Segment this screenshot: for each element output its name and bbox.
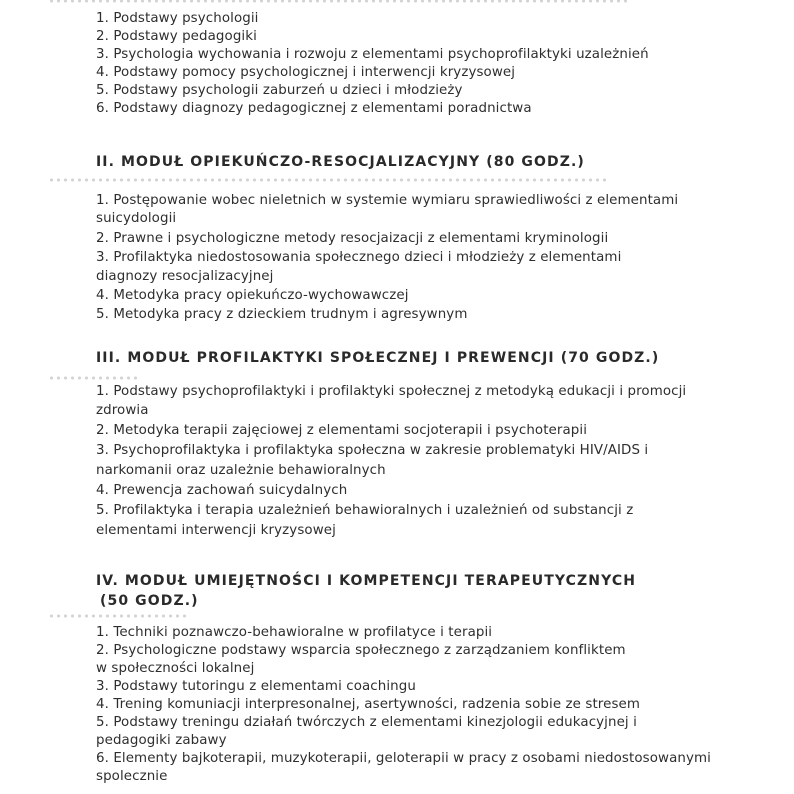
module4-dotted-separator [48,614,188,618]
module4-heading-line2: (50 GODZ.) [100,593,199,609]
module1-item-2: 2. Podstawy pedagogiki [96,29,257,44]
module2-line-5: diagnozy resocjalizacyjnej [96,269,274,284]
module3-line-7: 5. Profilaktyka i terapia uzależnień behawioralnych i uzależnień od substancji z [96,503,634,518]
module3-line-6: 4. Prewencja zachowań suicydalnych [96,483,348,498]
module1-item-4: 4. Podstawy pomocy psychologicznej i interwencji kryzysowej [96,65,516,80]
module4-line-8: 6. Elementy bajkoterapii, muzykoterapii, geloterapii w pracy z osobami niedostosowanymi [96,751,711,766]
top-dotted-separator [48,0,628,3]
module4-line-6: 5. Podstawy treningu działań twórczych z elementami kinezjologii edukacyjnej i [96,715,637,730]
module3-line-4: 3. Psychoprofilaktyka i profilaktyka społeczna w zakresie problematyki HIV/AIDS i [96,443,649,458]
module4-line-2: 2. Psychologiczne podstawy wsparcia społecznego z zarządzaniem konfliktem [96,643,626,658]
module4-line-3: w społeczności lokalnej [96,661,255,676]
module3-heading: III. MODUŁ PROFILAKTYKI SPOŁECZNEJ I PREWENCJI (70 GODZ.) [96,350,660,366]
module1-item-3: 3. Psychologia wychowania i rozwoju z elementami psychoprofilaktyki uzależnień [96,47,649,62]
module3-line-2: zdrowia [96,403,149,418]
module2-line-7: 5. Metodyka pracy z dzieckiem trudnym i agresywnym [96,307,468,322]
module1-item-1: 1. Podstawy psychologii [96,11,259,26]
module1-item-6: 6. Podstawy diagnozy pedagogicznej z elementami poradnictwa [96,101,532,116]
module2-line-3: 2. Prawne i psychologiczne metody resocjaizacji z elementami kryminologii [96,231,609,246]
module3-dotted-separator [48,376,138,380]
module3-line-3: 2. Metodyka terapii zajęciowej z elementami socjoterapii i psychoterapii [96,423,588,438]
module2-line-2: suicydologii [96,211,177,226]
module2-line-4: 3. Profilaktyka niedostosowania społecznego dzieci i młodzieży z elementami [96,250,622,265]
module2-dotted-separator [48,178,608,182]
module3-line-1: 1. Podstawy psychoprofilaktyki i profilaktyki społecznej z metodyką edukacji i promocji [96,384,687,399]
module2-line-1: 1. Postępowanie wobec nieletnich w systemie wymiaru sprawiedliwości z elementami [96,193,679,208]
module4-line-4: 3. Podstawy tutoringu z elementami coachingu [96,679,416,694]
module1-item-5: 5. Podstawy psychologii zaburzeń u dzieci i młodzieży [96,83,463,98]
module4-line-9: spolecznie [96,769,168,784]
module3-line-8: elementami interwencji kryzysowej [96,523,336,538]
module4-heading-line1: IV. MODUŁ UMIEJĘTNOŚCI I KOMPETENCJI TERAPEUTYCZNYCH [96,573,637,589]
module3-line-5: narkomanii oraz uzależnie behawioralnych [96,463,386,478]
module4-line-7: pedagogiki zabawy [96,733,227,748]
module2-heading: II. MODUŁ OPIEKUŃCZO-RESOCJALIZACYJNY (80 GODZ.) [96,154,585,170]
module4-line-1: 1. Techniki poznawczo-behawioralne w profilatyce i terapii [96,625,493,640]
module4-line-5: 4. Trening komuniacji interpresonalnej, asertywności, radzenia sobie ze stresem [96,697,640,712]
module2-line-6: 4. Metodyka pracy opiekuńczo-wychowawczej [96,288,409,303]
